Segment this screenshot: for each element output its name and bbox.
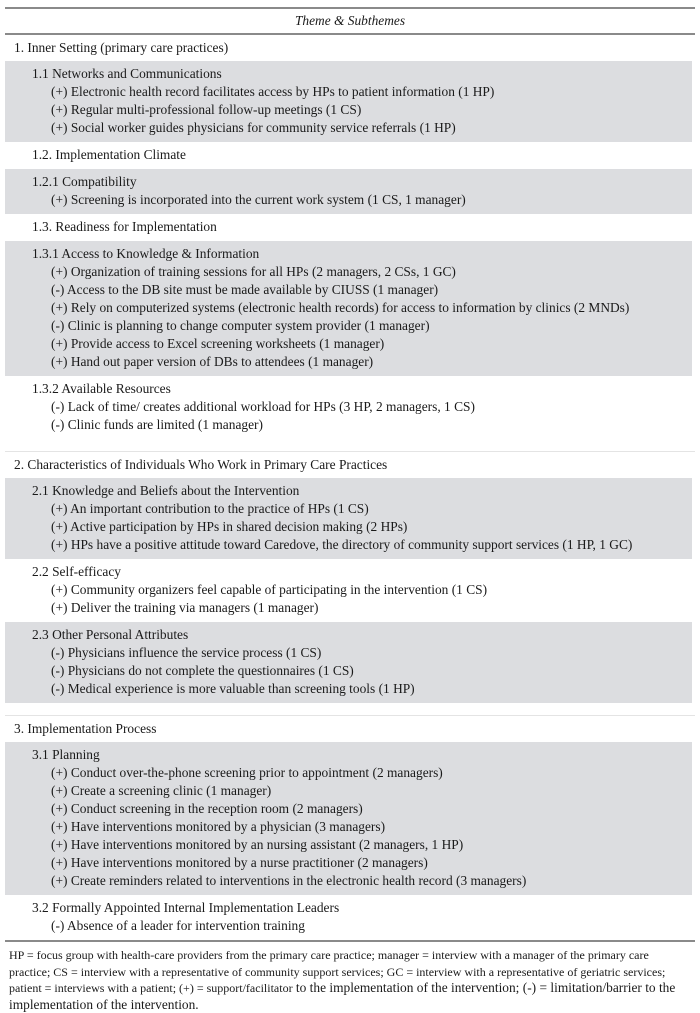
list-item: (+) Have interventions monitored by a nurse practitioner (2 managers): [51, 855, 428, 870]
list-item: (+) Social worker guides physicians for community service referrals (1 HP): [51, 120, 456, 135]
list-item: (-) Clinic is planning to change computer system provider (1 manager): [51, 318, 430, 333]
list-item: (+) Provide access to Excel screening worksheets (1 manager): [51, 336, 385, 351]
list-item: (-) Medical experience is more valuable than screening tools (1 HP): [51, 681, 415, 696]
subsection-block: [5, 376, 692, 439]
list-item: (+) Deliver the training via managers (1 manager): [51, 600, 319, 615]
subsection-title: 1.3. Readiness for Implementation: [32, 219, 217, 234]
list-item: (-) Clinic funds are limited (1 manager): [51, 417, 263, 432]
list-item: (+) Create reminders related to interventions in the electronic health record (3 managers): [51, 873, 527, 888]
list-item: (+) Rely on computerized systems (electronic health records) for access to information by clinics (2 MNDs): [51, 300, 630, 315]
subsection-title: 1.3.2 Available Resources: [32, 381, 171, 396]
list-item: (-) Lack of time/ creates additional workload for HPs (3 HP, 2 managers, 1 CS): [51, 399, 475, 414]
subsection-title: 1.2.1 Compatibility: [32, 174, 137, 189]
list-item: (-) Access to the DB site must be made available by CIUSS (1 manager): [51, 282, 439, 297]
subsection-block: [5, 61, 692, 142]
list-item: (+) Community organizers feel capable of participating in the intervention (1 CS): [51, 582, 488, 597]
list-item: (+) Have interventions monitored by a physician (3 managers): [51, 819, 386, 834]
list-item: (+) Electronic health record facilitates access by HPs to patient information (1 HP): [51, 84, 495, 99]
list-item: (+) Screening is incorporated into the current work system (1 CS, 1 manager): [51, 192, 466, 207]
subsection-block: [5, 214, 692, 241]
list-item: (-) Physicians do not complete the questionnaires (1 CS): [51, 663, 354, 678]
list-item: (+) Create a screening clinic (1 manager): [51, 783, 272, 798]
list-item: (+) Conduct screening in the reception room (2 managers): [51, 801, 363, 816]
subsection-block: [5, 241, 692, 376]
subsection-block: [5, 895, 692, 940]
subsection-title: 1.3.1 Access to Knowledge & Information: [32, 246, 260, 261]
subsection-block: [5, 142, 692, 169]
list-item: (+) Active participation by HPs in shared decision making (2 HPs): [51, 519, 408, 534]
list-item: (+) Have interventions monitored by an nursing assistant (2 managers, 1 HP): [51, 837, 464, 852]
subsection-block: [5, 559, 692, 622]
list-item: (-) Absence of a leader for intervention training: [51, 918, 305, 933]
themes-table: [5, 0, 695, 1013]
footnote-legend: to the implementation of the intervention; (-) = limitation/barrier to the implementation of the intervention.: [9, 980, 676, 1012]
footnote-abbreviations: HP = focus group with health-care providers from the primary care practice; manager = interview with a manager of the primary care practice; CS = interview with a representative of community support services; GC = interview with a representative of geriatric services; patient = interviews with a patient; (+) = support/facilitator: [9, 948, 666, 995]
subsection-title: 2.1 Knowledge and Beliefs about the Intervention: [32, 483, 300, 498]
subsection-block: [5, 169, 692, 214]
subsection-title: 3.2 Formally Appointed Internal Implementation Leaders: [32, 900, 340, 915]
list-item: (-) Physicians influence the service process (1 CS): [51, 645, 322, 660]
list-item: (+) Regular multi-professional follow-up meetings (1 CS): [51, 102, 362, 117]
subsection-title: 2.3 Other Personal Attributes: [32, 627, 189, 642]
section-title: 3. Implementation Process: [14, 721, 157, 736]
subsection-title: 1.1 Networks and Communications: [32, 66, 222, 81]
table-footnote: [5, 942, 695, 1013]
subsection-title: 3.1 Planning: [32, 747, 100, 762]
subsection-block: [5, 478, 692, 559]
list-item: (+) Hand out paper version of DBs to attendees (1 manager): [51, 354, 374, 369]
list-item: (+) Organization of training sessions for all HPs (2 managers, 2 CSs, 1 GC): [51, 264, 456, 279]
subsection-block: [5, 742, 692, 895]
section-title: 1. Inner Setting (primary care practices): [14, 40, 229, 55]
table-header: Theme & Subthemes: [294, 13, 406, 28]
list-item: (+) HPs have a positive attitude toward Caredove, the directory of community support services (1 HP, 1 GC): [51, 537, 633, 552]
subsection-title: 2.2 Self-efficacy: [32, 564, 121, 579]
list-item: (+) An important contribution to the practice of HPs (1 CS): [51, 501, 369, 516]
subsection-block: [5, 622, 692, 703]
subsection-title: 1.2. Implementation Climate: [32, 147, 186, 162]
list-item: (+) Conduct over-the-phone screening prior to appointment (2 managers): [51, 765, 443, 780]
section-title: 2. Characteristics of Individuals Who Work in Primary Care Practices: [14, 457, 388, 472]
